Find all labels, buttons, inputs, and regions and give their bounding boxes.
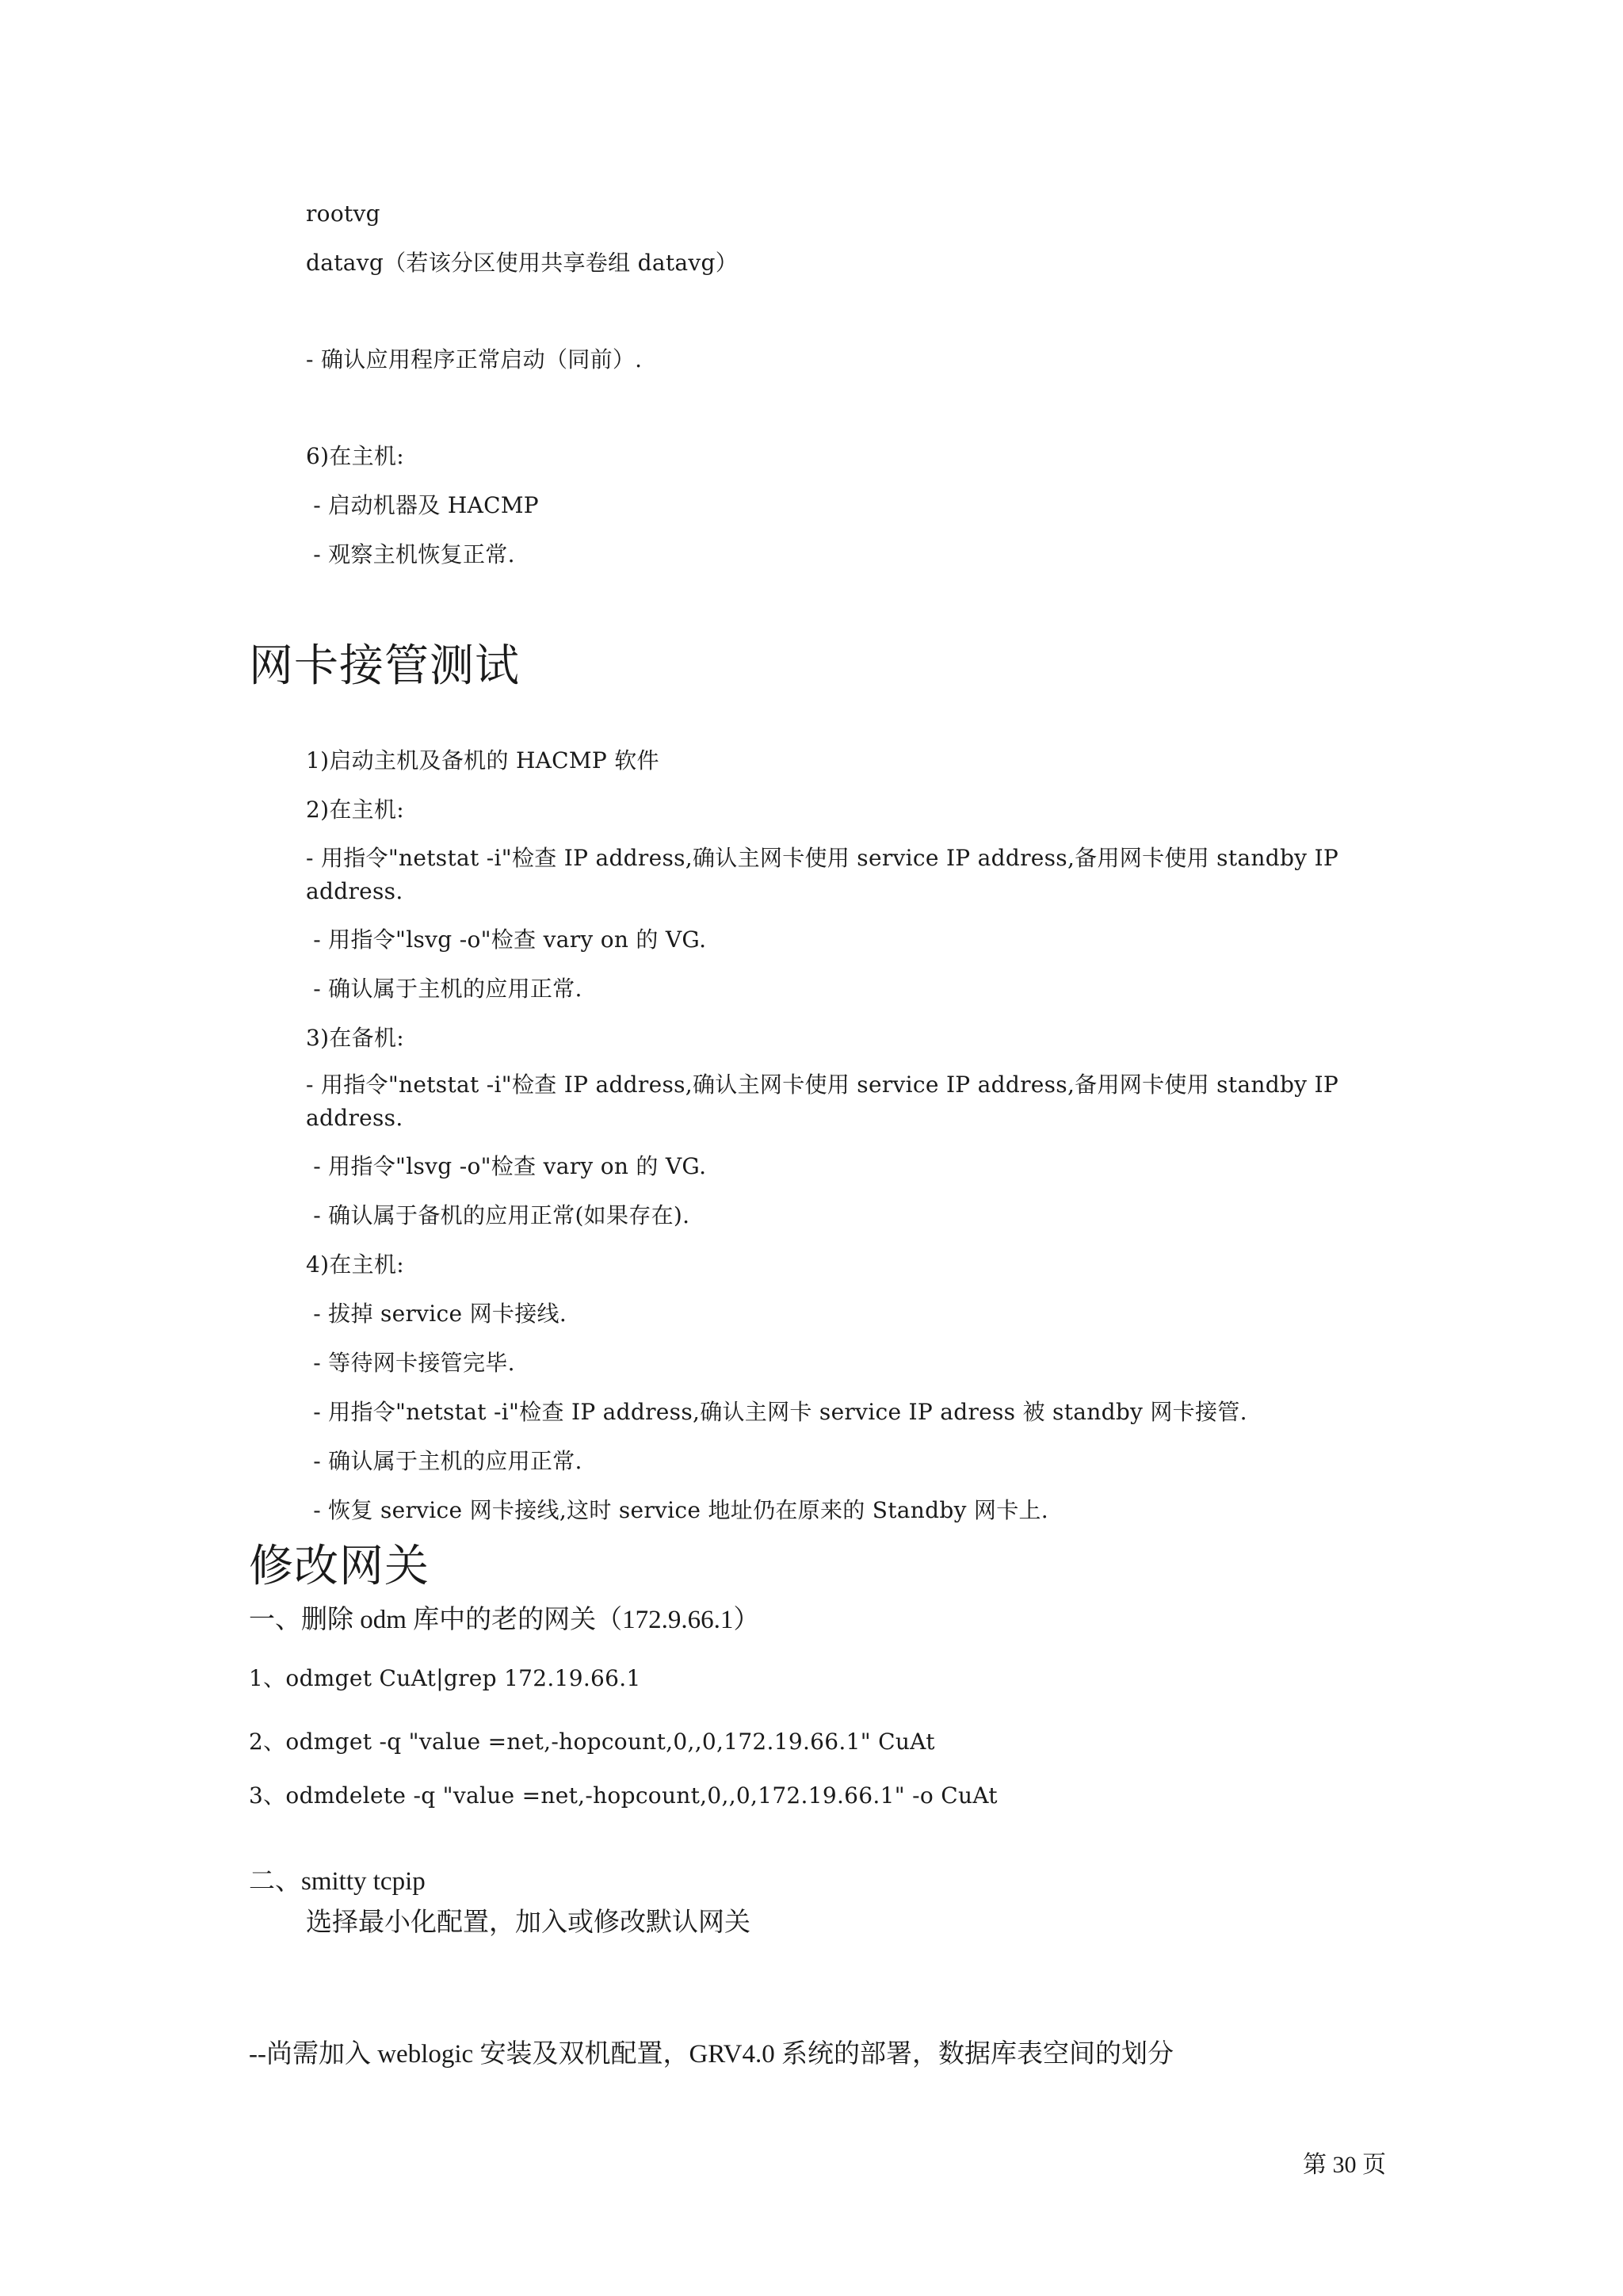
section-heading: 修改网关 — [249, 1541, 430, 1592]
command-line: 2、odmget -q "value =net,-hopcount,0,,0,172.19.66.1" CuAt — [249, 1729, 935, 1755]
text-line: - 启动机器及 HACMP — [306, 492, 539, 518]
subsection-heading: 一、删除 odm 库中的老的网关（172.9.66.1） — [249, 1606, 760, 1634]
text-line: rootvg — [306, 201, 380, 227]
text-line: - 确认应用程序正常启动（同前）. — [306, 346, 643, 372]
list-item: - 拔掉 service 网卡接线. — [306, 1301, 567, 1327]
list-item: - 用指令"netstat -i"检查 IP address,确认主网卡 service IP adress 被 standby 网卡接管. — [306, 1399, 1247, 1425]
text-line: datavg（若该分区使用共享卷组 datavg） — [306, 250, 739, 276]
list-item: - 用指令"netstat -i"检查 IP address,确认主网卡使用 service IP address,备用网卡使用 standby IP address. — [306, 1072, 1338, 1131]
list-item: - 等待网卡接管完毕. — [306, 1350, 515, 1376]
list-item: - 用指令"lsvg -o"检查 vary on 的 VG. — [306, 926, 707, 953]
list-item: - 确认属于主机的应用正常. — [306, 1448, 582, 1474]
list-item: 2)在主机: — [306, 797, 404, 823]
body-text: 选择最小化配置，加入或修改默认网关 — [306, 1908, 750, 1937]
list-item: 3)在备机: — [306, 1025, 404, 1051]
list-item: - 恢复 service 网卡接线,这时 service 地址仍在原来的 Standby 网卡上. — [306, 1497, 1048, 1523]
note-text: --尚需加入 weblogic 安装及双机配置，GRV4.0 系统的部署，数据库表空间的划分 — [249, 2040, 1174, 2069]
list-item: - 确认属于备机的应用正常(如果存在). — [306, 1202, 690, 1228]
list-item: 4)在主机: — [306, 1251, 404, 1278]
list-item: 1)启动主机及备机的 HACMP 软件 — [306, 747, 659, 774]
subsection-heading: 二、smitty tcpip — [249, 1867, 426, 1896]
command-line: 1、odmget CuAt|grep 172.19.66.1 — [249, 1665, 641, 1691]
list-item: - 确认属于主机的应用正常. — [306, 976, 582, 1002]
text-line: 6)在主机: — [306, 443, 404, 469]
text-line: - 观察主机恢复正常. — [306, 541, 515, 567]
command-line: 3、odmdelete -q "value =net,-hopcount,0,,0,172.19.66.1" -o CuAt — [249, 1782, 998, 1809]
section-heading: 网卡接管测试 — [249, 640, 520, 692]
list-item: - 用指令"lsvg -o"检查 vary on 的 VG. — [306, 1153, 707, 1179]
page-number: 第 30 页 — [1303, 2152, 1386, 2178]
list-item: - 用指令"netstat -i"检查 IP address,确认主网卡使用 service IP address,备用网卡使用 standby IP address. — [306, 845, 1338, 904]
